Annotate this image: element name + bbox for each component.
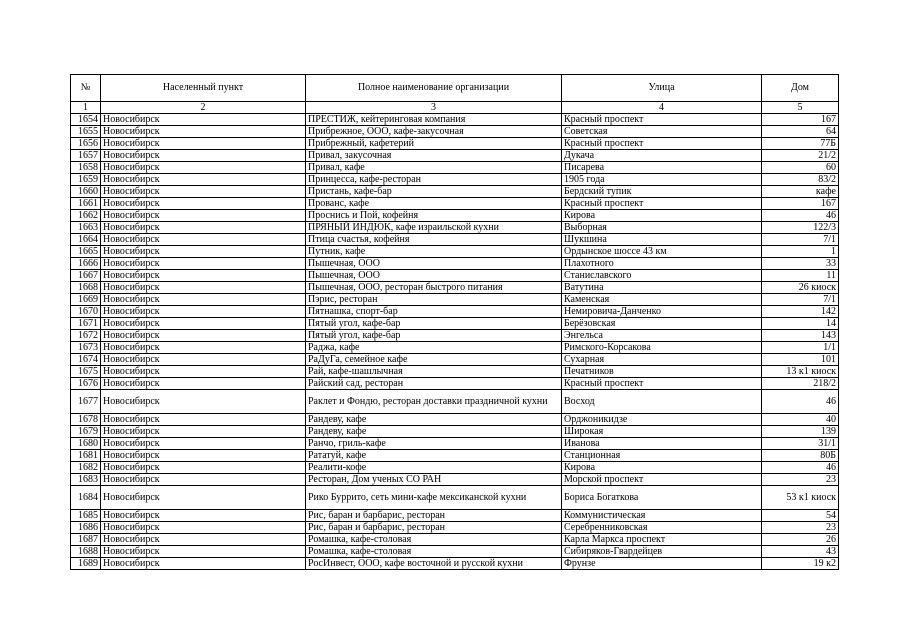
cell-street: Берёзовская xyxy=(562,318,762,330)
table-row xyxy=(71,486,839,510)
cell-num: 1661 xyxy=(71,198,101,210)
cell-org: Ресторан, Дом ученых СО РАН xyxy=(306,474,562,486)
table-row xyxy=(71,474,839,486)
table-row xyxy=(71,126,839,138)
cell-num: 1657 xyxy=(71,150,101,162)
cell-city: Новосибирск xyxy=(101,306,306,318)
cell-org: Принцесса, кафе-ресторан xyxy=(306,174,562,186)
cell-num: 1679 xyxy=(71,426,101,438)
cell-org: Рандеву, кафе xyxy=(306,414,562,426)
cell-street: Серебренниковская xyxy=(562,522,762,534)
cell-city: Новосибирск xyxy=(101,258,306,270)
cell-street: Печатников xyxy=(562,366,762,378)
cell-city: Новосибирск xyxy=(101,114,306,126)
cell-city: Новосибирск xyxy=(101,486,306,510)
cell-num: 1670 xyxy=(71,306,101,318)
table-row xyxy=(71,282,839,294)
cell-house: 139 xyxy=(762,426,839,438)
cell-city: Новосибирск xyxy=(101,510,306,522)
cell-street: Кирова xyxy=(562,462,762,474)
cell-num: 1669 xyxy=(71,294,101,306)
col-number-5: 5 xyxy=(762,102,839,114)
cell-org: Пышечная, ООО xyxy=(306,258,562,270)
cell-house: 122/3 xyxy=(762,222,839,234)
cell-house: 1/1 xyxy=(762,342,839,354)
cell-house: 167 xyxy=(762,114,839,126)
cell-org: Пышечная, ООО xyxy=(306,270,562,282)
cell-city: Новосибирск xyxy=(101,474,306,486)
table-row xyxy=(71,138,839,150)
cell-city: Новосибирск xyxy=(101,354,306,366)
cell-house: 46 xyxy=(762,390,839,414)
cell-num: 1685 xyxy=(71,510,101,522)
cell-org: Рандеву, кафе xyxy=(306,426,562,438)
cell-house: 167 xyxy=(762,198,839,210)
table-row xyxy=(71,294,839,306)
cell-house: 7/1 xyxy=(762,234,839,246)
cell-street: Каменская xyxy=(562,294,762,306)
cell-city: Новосибирск xyxy=(101,330,306,342)
cell-city: Новосибирск xyxy=(101,414,306,426)
table-row xyxy=(71,210,839,222)
cell-num: 1686 xyxy=(71,522,101,534)
table-row xyxy=(71,186,839,198)
cell-house: 142 xyxy=(762,306,839,318)
cell-street: Бориса Богаткова xyxy=(562,486,762,510)
cell-street: Красный проспект xyxy=(562,198,762,210)
cell-num: 1682 xyxy=(71,462,101,474)
cell-house: 40 xyxy=(762,414,839,426)
cell-house: 21/2 xyxy=(762,150,839,162)
cell-num: 1662 xyxy=(71,210,101,222)
table-row xyxy=(71,546,839,558)
cell-street: Ордынское шоссе 43 км xyxy=(562,246,762,258)
cell-house: 46 xyxy=(762,462,839,474)
cell-street: Широкая xyxy=(562,426,762,438)
cell-street: Бердский тупик xyxy=(562,186,762,198)
col-number-3: 3 xyxy=(306,102,562,114)
table-row xyxy=(71,162,839,174)
cell-num: 1660 xyxy=(71,186,101,198)
cell-street: Фрунзе xyxy=(562,558,762,570)
cell-num: 1664 xyxy=(71,234,101,246)
cell-city: Новосибирск xyxy=(101,210,306,222)
cell-org: ПРЯНЫЙ ИНДЮК, кафе израильской кухни xyxy=(306,222,562,234)
cell-num: 1655 xyxy=(71,126,101,138)
cell-city: Новосибирск xyxy=(101,534,306,546)
cell-num: 1677 xyxy=(71,390,101,414)
cell-org: Привал, закусочная xyxy=(306,150,562,162)
table-row xyxy=(71,354,839,366)
table-row xyxy=(71,306,839,318)
cell-house: 26 xyxy=(762,534,839,546)
table-row xyxy=(71,426,839,438)
header-city: Населенный пункт xyxy=(101,75,306,102)
table-row xyxy=(71,342,839,354)
cell-num: 1663 xyxy=(71,222,101,234)
table-row xyxy=(71,174,839,186)
table-row xyxy=(71,534,839,546)
cell-house: 83/2 xyxy=(762,174,839,186)
table-row xyxy=(71,558,839,570)
cell-street: Сухарная xyxy=(562,354,762,366)
cell-house: 60 xyxy=(762,162,839,174)
cell-street: Станционная xyxy=(562,450,762,462)
cell-house: 14 xyxy=(762,318,839,330)
cell-street: Красный проспект xyxy=(562,114,762,126)
cell-city: Новосибирск xyxy=(101,546,306,558)
cell-org: Ранчо, гриль-кафе xyxy=(306,438,562,450)
cell-city: Новосибирск xyxy=(101,390,306,414)
cell-num: 1678 xyxy=(71,414,101,426)
cell-num: 1689 xyxy=(71,558,101,570)
cell-org: Рис, баран и барбарис, ресторан xyxy=(306,522,562,534)
cell-org: Привал, кафе xyxy=(306,162,562,174)
cell-city: Новосибирск xyxy=(101,222,306,234)
table-row xyxy=(71,450,839,462)
cell-street: Орджоникидзе xyxy=(562,414,762,426)
header-org: Полное наименование организации xyxy=(306,75,562,102)
cell-city: Новосибирск xyxy=(101,246,306,258)
header-street: Улица xyxy=(562,75,762,102)
table-row xyxy=(71,414,839,426)
cell-house: 13 к1 киоск xyxy=(762,366,839,378)
cell-num: 1658 xyxy=(71,162,101,174)
table-row xyxy=(71,390,839,414)
cell-num: 1676 xyxy=(71,378,101,390)
cell-street: Красный проспект xyxy=(562,138,762,150)
cell-street: Немировича-Данченко xyxy=(562,306,762,318)
cell-house: 23 xyxy=(762,522,839,534)
table-row xyxy=(71,366,839,378)
cell-num: 1687 xyxy=(71,534,101,546)
cell-house: 33 xyxy=(762,258,839,270)
cell-num: 1656 xyxy=(71,138,101,150)
cell-city: Новосибирск xyxy=(101,438,306,450)
cell-house: 46 xyxy=(762,210,839,222)
cell-street: Ватутина xyxy=(562,282,762,294)
cell-house: 26 киоск xyxy=(762,282,839,294)
cell-city: Новосибирск xyxy=(101,162,306,174)
cell-house: 43 xyxy=(762,546,839,558)
table-row xyxy=(71,378,839,390)
cell-house: 218/2 xyxy=(762,378,839,390)
cell-street: 1905 года xyxy=(562,174,762,186)
cell-org: РаДуГа, семейное кафе xyxy=(306,354,562,366)
cell-num: 1681 xyxy=(71,450,101,462)
cell-house: 23 xyxy=(762,474,839,486)
cell-city: Новосибирск xyxy=(101,342,306,354)
cell-street: Карла Маркса проспект xyxy=(562,534,762,546)
cell-street: Дукача xyxy=(562,150,762,162)
cell-org: Пристань, кафе-бар xyxy=(306,186,562,198)
cell-num: 1675 xyxy=(71,366,101,378)
cell-street: Энгельса xyxy=(562,330,762,342)
cell-org: Птица счастья, кофейня xyxy=(306,234,562,246)
cell-num: 1654 xyxy=(71,114,101,126)
table-row xyxy=(71,150,839,162)
cell-street: Красный проспект xyxy=(562,378,762,390)
cell-org: ПРЕСТИЖ, кейтеринговая компания xyxy=(306,114,562,126)
cell-house: 19 к2 xyxy=(762,558,839,570)
cell-num: 1671 xyxy=(71,318,101,330)
cell-street: Иванова xyxy=(562,438,762,450)
cell-city: Новосибирск xyxy=(101,282,306,294)
table-row xyxy=(71,246,839,258)
cell-house: 53 к1 киоск xyxy=(762,486,839,510)
cell-org: Путник, кафе xyxy=(306,246,562,258)
cell-org: Пятый угол, кафе-бар xyxy=(306,318,562,330)
cell-org: Пятый угол, кафе-бар xyxy=(306,330,562,342)
cell-street: Коммунистическая xyxy=(562,510,762,522)
cell-house: кафе xyxy=(762,186,839,198)
col-number-2: 2 xyxy=(101,102,306,114)
cell-city: Новосибирск xyxy=(101,318,306,330)
table-row xyxy=(71,114,839,126)
cell-num: 1668 xyxy=(71,282,101,294)
cell-street: Восход xyxy=(562,390,762,414)
cell-num: 1688 xyxy=(71,546,101,558)
cell-org: Рай, кафе-шашлычная xyxy=(306,366,562,378)
cell-org: Раджа, кафе xyxy=(306,342,562,354)
cell-org: Ромашка, кафе-столовая xyxy=(306,546,562,558)
header-row xyxy=(71,75,839,102)
cell-city: Новосибирск xyxy=(101,522,306,534)
cell-street: Советская xyxy=(562,126,762,138)
cell-city: Новосибирск xyxy=(101,294,306,306)
cell-city: Новосибирск xyxy=(101,186,306,198)
cell-org: Пэрис, ресторан xyxy=(306,294,562,306)
cell-street: Плахотного xyxy=(562,258,762,270)
table-row xyxy=(71,270,839,282)
table-row xyxy=(71,522,839,534)
cell-house: 77Б xyxy=(762,138,839,150)
cell-org: Райский сад, ресторан xyxy=(306,378,562,390)
table-row xyxy=(71,510,839,522)
cell-city: Новосибирск xyxy=(101,126,306,138)
cell-org: Раклет и Фондю, ресторан доставки праздничной кухни xyxy=(306,390,562,414)
data-table xyxy=(70,74,839,570)
cell-street: Кирова xyxy=(562,210,762,222)
cell-street: Сибиряков-Гвардейцев xyxy=(562,546,762,558)
cell-org: Рико Буррито, сеть мини-кафе мексиканской кухни xyxy=(306,486,562,510)
cell-num: 1666 xyxy=(71,258,101,270)
table-row xyxy=(71,222,839,234)
cell-num: 1674 xyxy=(71,354,101,366)
table-row xyxy=(71,234,839,246)
cell-org: Реалити-кофе xyxy=(306,462,562,474)
column-number-row xyxy=(71,102,839,114)
cell-house: 64 xyxy=(762,126,839,138)
cell-num: 1684 xyxy=(71,486,101,510)
col-number-4: 4 xyxy=(562,102,762,114)
cell-house: 7/1 xyxy=(762,294,839,306)
cell-house: 54 xyxy=(762,510,839,522)
cell-org: Рис, баран и барбарис, ресторан xyxy=(306,510,562,522)
cell-city: Новосибирск xyxy=(101,378,306,390)
header-num: № xyxy=(71,75,101,102)
table-row xyxy=(71,462,839,474)
cell-city: Новосибирск xyxy=(101,558,306,570)
header-house: Дом xyxy=(762,75,839,102)
cell-house: 31/1 xyxy=(762,438,839,450)
table-row xyxy=(71,198,839,210)
cell-city: Новосибирск xyxy=(101,174,306,186)
cell-num: 1673 xyxy=(71,342,101,354)
cell-city: Новосибирск xyxy=(101,270,306,282)
cell-org: Ромашка, кафе-столовая xyxy=(306,534,562,546)
table-row xyxy=(71,318,839,330)
cell-org: Пятнашка, спорт-бар xyxy=(306,306,562,318)
cell-house: 11 xyxy=(762,270,839,282)
cell-org: Прибрежный, кафетерий xyxy=(306,138,562,150)
cell-num: 1667 xyxy=(71,270,101,282)
cell-street: Станиславского xyxy=(562,270,762,282)
table-row xyxy=(71,258,839,270)
cell-city: Новосибирск xyxy=(101,150,306,162)
cell-num: 1680 xyxy=(71,438,101,450)
cell-num: 1672 xyxy=(71,330,101,342)
cell-city: Новосибирск xyxy=(101,426,306,438)
cell-house: 1 xyxy=(762,246,839,258)
cell-house: 143 xyxy=(762,330,839,342)
cell-street: Морской проспект xyxy=(562,474,762,486)
cell-street: Выборная xyxy=(562,222,762,234)
cell-street: Римского-Корсакова xyxy=(562,342,762,354)
cell-num: 1683 xyxy=(71,474,101,486)
cell-street: Писарева xyxy=(562,162,762,174)
cell-org: Проснись и Пой, кофейня xyxy=(306,210,562,222)
cell-city: Новосибирск xyxy=(101,462,306,474)
cell-org: Прованс, кафе xyxy=(306,198,562,210)
cell-house: 80Б xyxy=(762,450,839,462)
table-row xyxy=(71,330,839,342)
cell-city: Новосибирск xyxy=(101,450,306,462)
cell-city: Новосибирск xyxy=(101,366,306,378)
cell-org: Рататуй, кафе xyxy=(306,450,562,462)
table-row xyxy=(71,438,839,450)
cell-city: Новосибирск xyxy=(101,234,306,246)
cell-num: 1659 xyxy=(71,174,101,186)
cell-city: Новосибирск xyxy=(101,138,306,150)
cell-num: 1665 xyxy=(71,246,101,258)
cell-org: Пышечная, ООО, ресторан быстрого питания xyxy=(306,282,562,294)
cell-org: РосИнвест, ООО, кафе восточной и русской кухни xyxy=(306,558,562,570)
cell-house: 101 xyxy=(762,354,839,366)
col-number-1: 1 xyxy=(71,102,101,114)
cell-street: Шукшина xyxy=(562,234,762,246)
cell-city: Новосибирск xyxy=(101,198,306,210)
cell-org: Прибрежное, ООО, кафе-закусочная xyxy=(306,126,562,138)
